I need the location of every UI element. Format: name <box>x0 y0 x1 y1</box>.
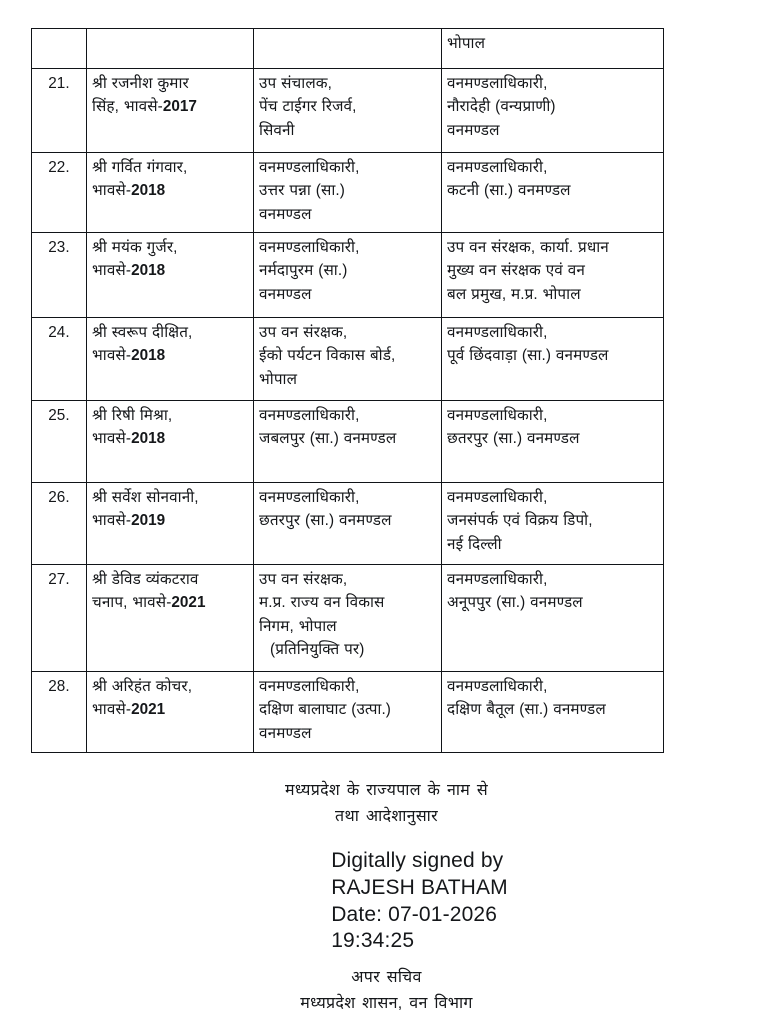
cell-officer-name-line: श्री अरिहंत कोचर, <box>92 678 193 695</box>
cell-new-posting-line: अनूपपुर (सा.) वनमण्डल <box>447 594 583 612</box>
table-row <box>32 69 664 153</box>
cell-new-posting-line: वनमण्डल <box>447 121 500 139</box>
cell-new-posting-line: कटनी (सा.) वनमण्डल <box>447 182 571 200</box>
authority-line-2: तथा आदेशानुसार <box>335 807 438 825</box>
cell-new-posting-line: वनमण्डलाधिकारी, <box>447 324 548 341</box>
cell-officer-name-line: भावसे-2018 <box>92 182 166 200</box>
designation-line-2: मध्यप्रदेश शासन, वन विभाग <box>300 994 473 1012</box>
cell-present-posting <box>254 672 442 753</box>
cell-sno-line: 22. <box>48 159 70 176</box>
cell-officer-name <box>87 153 254 233</box>
cell-officer-name-line: श्री रजनीश कुमार <box>92 75 189 92</box>
cell-present-posting-line: म.प्र. राज्य वन विकास <box>259 594 385 612</box>
cell-present-posting-line: निगम, भोपाल <box>259 617 337 635</box>
cell-officer-name <box>87 401 254 483</box>
cell-officer-name-line: भावसे-2018 <box>92 347 166 365</box>
cell-sno <box>32 565 87 672</box>
cell-present-posting-line: सिवनी <box>259 121 295 139</box>
cell-officer-name-line: भावसे-2018 <box>92 430 166 448</box>
cell-present-posting <box>254 153 442 233</box>
cell-present-posting-line: वनमण्डलाधिकारी, <box>259 239 360 256</box>
cell-new-posting <box>442 233 664 318</box>
transfer-order-table <box>31 28 664 753</box>
cell-present-posting <box>254 401 442 483</box>
table-row <box>32 153 664 233</box>
cell-new-posting-line: पूर्व छिंदवाड़ा (सा.) वनमण्डल <box>447 347 609 365</box>
designation-block <box>0 965 773 1016</box>
cell-sno <box>32 672 87 753</box>
cell-new-posting-line: वनमण्डलाधिकारी, <box>447 489 548 506</box>
table-row-partial <box>32 29 664 69</box>
cell-new-posting-line: वनमण्डलाधिकारी, <box>447 571 548 588</box>
cell-officer-name <box>87 233 254 318</box>
cell-present-posting-line: जबलपुर (सा.) वनमण्डल <box>259 430 397 448</box>
cell-present-posting-line: उप संचालक, <box>259 75 333 92</box>
cell-sno-line: 24. <box>48 324 70 341</box>
cell-present-posting-line: वनमण्डलाधिकारी, <box>259 159 360 176</box>
cell-new-posting-line: नौरादेही (वन्यप्राणी) <box>447 98 556 116</box>
signature-date: Date: 07-01-2026 <box>331 902 498 926</box>
cell-new-posting-line: वनमण्डलाधिकारी, <box>447 407 548 424</box>
designation-line-1: अपर सचिव <box>351 969 422 987</box>
cell-present-posting <box>254 483 442 565</box>
cell-present-posting-line: उप वन संरक्षक, <box>259 571 348 588</box>
cell-sno <box>32 401 87 483</box>
cell-officer-name-line: श्री रिषी मिश्रा, <box>92 407 173 424</box>
cell-present-posting-line: वनमण्डलाधिकारी, <box>259 407 360 424</box>
cell-present-posting-line: पेंच टाईगर रिजर्व, <box>259 98 357 116</box>
cell-present-posting-line: उत्तर पन्ना (सा.) <box>259 182 345 200</box>
cell-present-posting-line: वनमण्डल <box>259 285 312 303</box>
cell-officer-name-line: चनाप, भावसे-2021 <box>92 594 206 612</box>
cell-sno <box>32 233 87 318</box>
batch-year: 2017 <box>162 98 197 116</box>
batch-year: 2021 <box>171 594 206 612</box>
signature-signer-name: RAJESH BATHAM <box>331 875 508 899</box>
cell-sno <box>32 69 87 153</box>
cell-present-posting-line: वनमण्डलाधिकारी, <box>259 489 360 506</box>
cell-present-posting <box>254 233 442 318</box>
cell-new-posting <box>442 672 664 753</box>
cell-present-posting-line: वनमण्डल <box>259 205 312 223</box>
cell-new-posting-line: मुख्य वन संरक्षक एवं वन <box>447 262 585 280</box>
cell-officer-name <box>87 672 254 753</box>
batch-year: 2018 <box>131 430 166 448</box>
batch-year: 2021 <box>131 701 166 719</box>
cell-sno-line: 28. <box>48 678 70 695</box>
table-row <box>32 233 664 318</box>
cell-new-posting-line: छतरपुर (सा.) वनमण्डल <box>447 430 580 448</box>
cell-new-posting-line: जनसंपर्क एवं विक्रय डिपो, <box>447 512 593 530</box>
cell-officer-name-line: श्री मयंक गुर्जर, <box>92 239 178 256</box>
cell-present-posting <box>254 318 442 401</box>
cell-sno <box>32 483 87 565</box>
signature-time: 19:34:25 <box>331 929 415 953</box>
cell-officer-name-line: श्री डेविड व्यंकटराव <box>92 571 199 588</box>
cell-new-posting-line: वनमण्डलाधिकारी, <box>447 75 548 92</box>
cell-new-posting-line: भोपाल <box>447 35 486 52</box>
table-row <box>32 483 664 565</box>
cell-present-posting <box>254 565 442 672</box>
cell-sno <box>32 29 87 69</box>
cell-officer-name-line: श्री स्वरूप दीक्षित, <box>92 324 193 341</box>
cell-sno-line: 27. <box>48 571 70 588</box>
cell-new-posting-line: बल प्रमुख, म.प्र. भोपाल <box>447 285 581 303</box>
cell-officer-name-line: श्री गर्वित गंगवार, <box>92 159 188 176</box>
cell-present-posting <box>254 69 442 153</box>
table-row <box>32 672 664 753</box>
cell-new-posting <box>442 565 664 672</box>
authority-line-1: मध्यप्रदेश के राज्यपाल के नाम से <box>284 782 489 799</box>
cell-officer-name-line: भावसे-2018 <box>92 262 166 280</box>
cell-present-posting-line: दक्षिण बालाघाट (उत्पा.) <box>259 701 391 719</box>
cell-new-posting <box>442 29 664 69</box>
cell-officer-name-line: श्री सर्वेश सोनवानी, <box>92 489 199 506</box>
cell-officer-name-line: सिंह, भावसे-2017 <box>92 98 197 116</box>
table-row <box>32 318 664 401</box>
table-body <box>32 29 664 753</box>
batch-year: 2018 <box>131 182 166 200</box>
batch-year: 2018 <box>131 262 166 280</box>
cell-new-posting <box>442 318 664 401</box>
cell-sno-line: 25. <box>48 407 70 424</box>
table-row <box>32 401 664 483</box>
cell-sno <box>32 153 87 233</box>
cell-present-posting <box>254 29 442 69</box>
cell-sno-line: 26. <box>48 489 70 506</box>
cell-officer-name <box>87 69 254 153</box>
cell-present-posting-line: छतरपुर (सा.) वनमण्डल <box>259 512 392 530</box>
cell-new-posting <box>442 69 664 153</box>
cell-present-posting-line: वनमण्डल <box>259 724 312 742</box>
cell-officer-name <box>87 318 254 401</box>
batch-year: 2019 <box>131 512 166 530</box>
cell-new-posting-line: उप वन संरक्षक, कार्या. प्रधान <box>447 239 609 256</box>
cell-new-posting-line: वनमण्डलाधिकारी, <box>447 159 548 176</box>
cell-officer-name <box>87 29 254 69</box>
cell-present-posting-line: उप वन संरक्षक, <box>259 324 348 341</box>
cell-new-posting-line: वनमण्डलाधिकारी, <box>447 678 548 695</box>
cell-new-posting <box>442 483 664 565</box>
digital-signature-block <box>265 848 508 956</box>
signature-line-1: Digitally signed by <box>331 848 504 872</box>
cell-new-posting <box>442 401 664 483</box>
cell-new-posting-line: दक्षिण बैतूल (सा.) वनमण्डल <box>447 701 606 719</box>
table-row <box>32 565 664 672</box>
cell-sno <box>32 318 87 401</box>
cell-present-posting-line: वनमण्डलाधिकारी, <box>259 678 360 695</box>
footer-block <box>0 778 773 1017</box>
cell-present-posting-line: भोपाल <box>259 370 298 388</box>
cell-new-posting-line: नई दिल्ली <box>447 535 502 553</box>
cell-present-posting-line: नर्मदापुरम (सा.) <box>259 262 348 280</box>
cell-officer-name-line: भावसे-2019 <box>92 512 166 530</box>
cell-present-posting-line: (प्रतिनियुक्ति पर) <box>270 640 365 658</box>
batch-year: 2018 <box>131 347 166 365</box>
cell-present-posting-line: ईको पर्यटन विकास बोर्ड, <box>259 347 396 365</box>
cell-officer-name <box>87 565 254 672</box>
cell-officer-name <box>87 483 254 565</box>
cell-sno-line: 21. <box>48 75 70 92</box>
cell-new-posting <box>442 153 664 233</box>
cell-officer-name-line: भावसे-2021 <box>92 701 166 719</box>
cell-sno-line: 23. <box>48 239 70 256</box>
